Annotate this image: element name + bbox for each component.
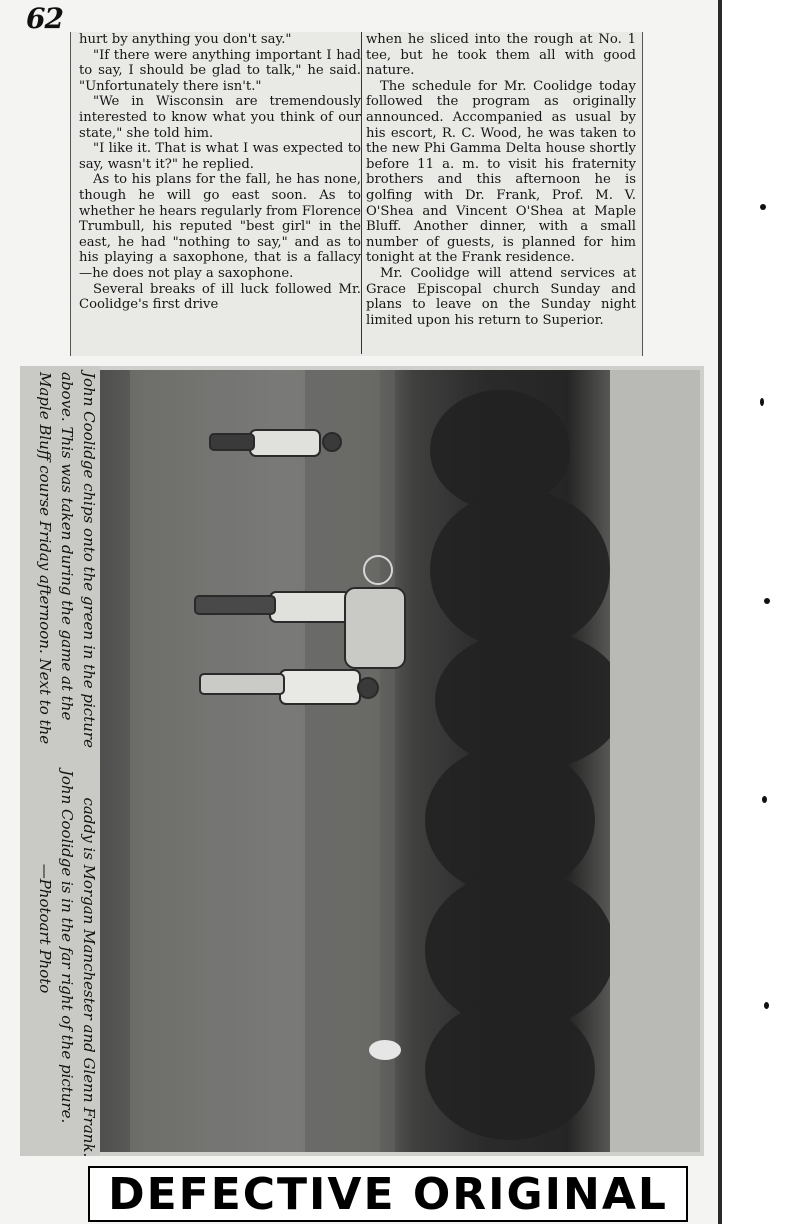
photo-caption (20, 366, 100, 1156)
paragraph: "If there were anything important I had to say, I should be glad to talk," he said. "Unfortunately there isn't." (79, 47, 361, 94)
article-column-right (366, 32, 636, 328)
newspaper-clipping (70, 32, 643, 356)
paragraph: hurt by anything you don't say." (79, 32, 292, 47)
golf-green-photo (100, 370, 700, 1152)
paragraph: As to his plans for the fall, he has none, though he will go east soon. As to whether he hears regularly from Florence Trumbull, his reputed "best girl" in the east, he had "nothing to say," and as to his playing a saxophone, that is a fallacy—he does not play a saxophone. (79, 172, 361, 281)
paragraph: when he sliced into the rough at No. 1 tee, but he took them all with good nature. (366, 32, 636, 79)
stamp-text: DEFECTIVE ORIGINAL (108, 1168, 668, 1220)
clipping-edge (642, 32, 643, 356)
caption-text: John Coolidge is in the far right of the picture. (58, 769, 76, 1124)
caption-text: Maple Bluff course Friday afternoon. Next to the (36, 372, 54, 745)
caption-text: John Coolidge chips onto the green in the picture (80, 372, 98, 748)
photo-illustration (100, 370, 700, 1152)
paragraph: "We in Wisconsin are tremendously interested to know what you think of our state," she told him. (79, 94, 361, 141)
caption-text: above. This was taken during the game at the (58, 372, 76, 721)
page-edge (718, 0, 722, 1224)
caption-text: caddy is Morgan Manchester and Glenn Frank. (80, 797, 98, 1158)
caption-rotated-text (34, 372, 100, 1158)
handwritten-page-number: 62 (26, 2, 63, 35)
defective-original-stamp (88, 1166, 688, 1222)
article-column-left (79, 32, 361, 313)
scan-speck (764, 598, 770, 604)
paragraph: The schedule for Mr. Coolidge today followed the program as originally announced. Accompanied as usual by his escort, R. C. Wood, he was taken to the new Phi Gamma Delta house shortly before 11 a. m. to visit his fraternity brothers and this afternoon he is golfing with Dr. Frank, Prof. M. V. O'Shea and Vincent O'Shea at Maple Bluff. Another dinner, with a small number of guests, is planned for him tonight at the Frank residence. (366, 78, 636, 266)
scan-margin (722, 0, 800, 1224)
caption-line (78, 372, 100, 1158)
caption-line (56, 372, 78, 1152)
caption-text: —Photoart Photo (36, 863, 54, 994)
paragraph: Mr. Coolidge will attend services at Grace Episcopal church Sunday and plans to leave on the Sunday night limited upon his return to Superior. (366, 265, 636, 328)
scan-speck (760, 398, 764, 406)
caption-line (34, 372, 56, 1152)
scan-speck (764, 1002, 769, 1009)
scan-speck (760, 204, 766, 210)
scan-speck (762, 796, 767, 803)
column-rule (361, 32, 362, 354)
clipping-edge (70, 32, 71, 356)
paragraph: "I like it. That is what I was expected to say, wasn't it?" he replied. (79, 141, 361, 172)
photo-block (20, 366, 704, 1156)
paragraph: Several breaks of ill luck followed Mr. Coolidge's first drive (79, 281, 361, 313)
